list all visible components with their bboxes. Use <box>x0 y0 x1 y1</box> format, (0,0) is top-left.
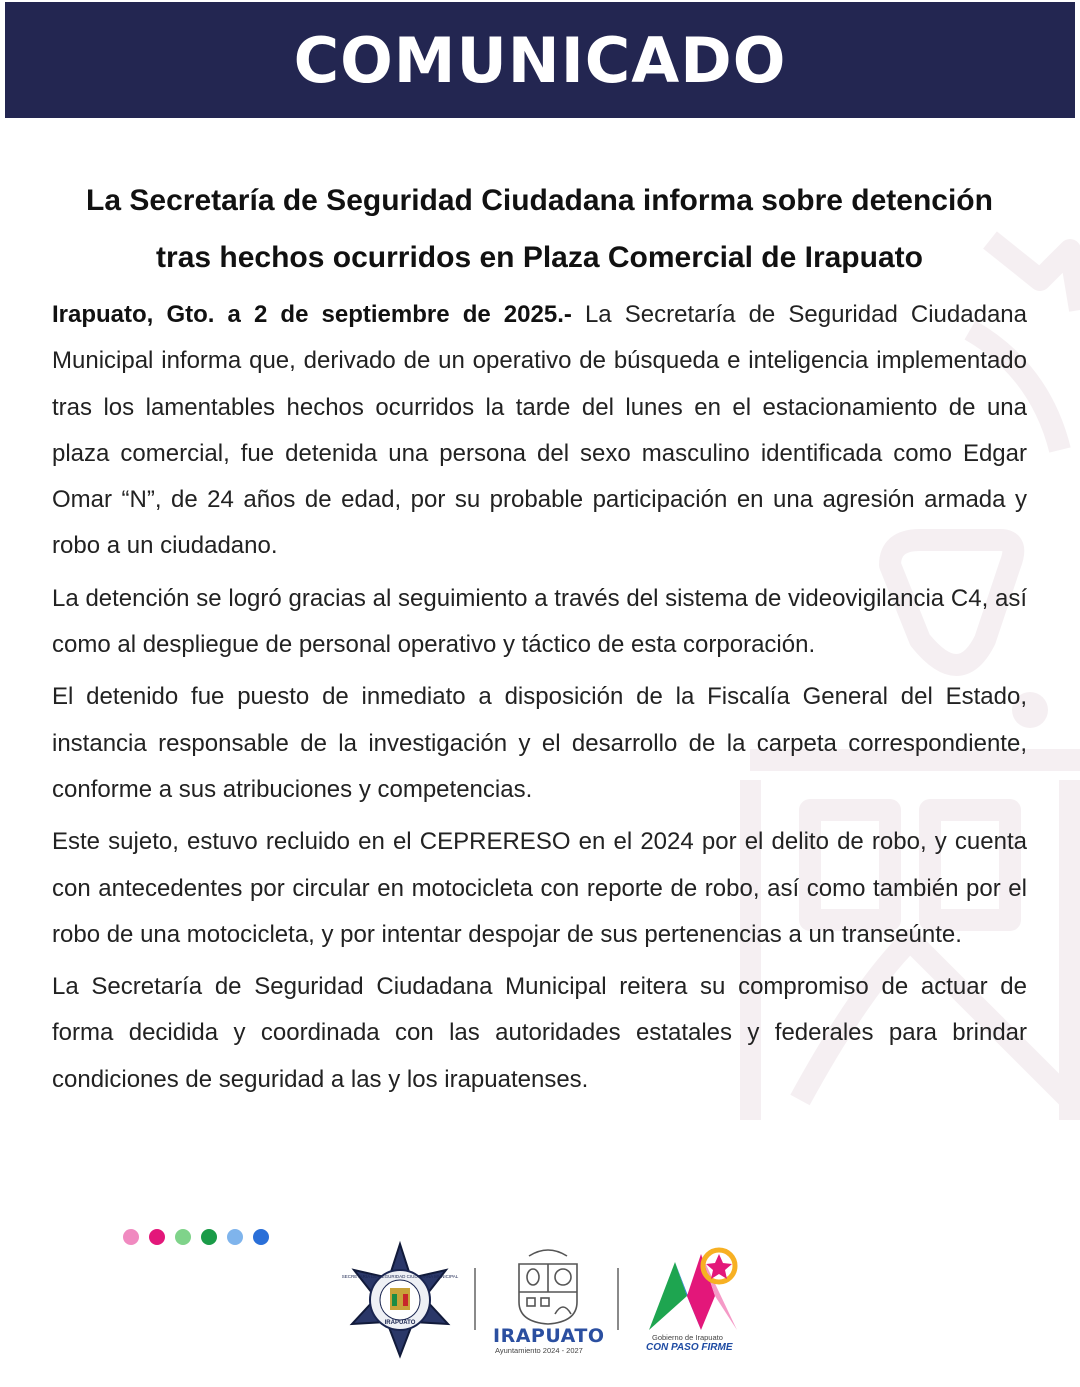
logo-divider <box>474 1268 476 1330</box>
paragraph-1-text: La Secretaría de Seguridad Ciudadana Municipal informa que, derivado de un operativo de búsqueda e inteligencia implementado tras los lamentables hechos ocurridos la tarde del lunes en el estacionamiento de una plaza comercial, fue detenida una persona del sexo masculino identificada como Edgar Omar “N”, de 24 años de edad, por su probable participación en una agresión armada y robo a un ciudadano. <box>52 301 1027 560</box>
footer-logos <box>340 1240 760 1365</box>
paragraph-2: La detención se logró gracias al seguimiento a través del sistema de videovigilancia C4, así como al despliegue de personal operativo y táctico de esta corporación. <box>52 584 1027 659</box>
paragraph-3: El detenido fue puesto de inmediato a disposición de la Fiscalía General del Estado, instancia responsable de la investigación y el desarrollo de la carpeta correspondiente, conforme a sus atribuciones y competencias. <box>52 683 1027 803</box>
paragraph-1 <box>52 292 1027 570</box>
logo-divider <box>617 1268 619 1330</box>
paragraph-5: La Secretaría de Seguridad Ciudadana Municipal reitera su compromiso de actuar de forma decidida y coordinada con las autoridades estatales y federales para brindar condiciones de seguridad a las y los irapuatenses. <box>52 973 1027 1093</box>
decor-dot <box>201 1229 217 1245</box>
header-banner <box>5 2 1075 118</box>
police-star-badge-icon <box>340 1240 460 1360</box>
header-title: COMUNICADO <box>293 23 787 97</box>
gobierno-line-2: CON PASO FIRME <box>646 1342 733 1353</box>
title-line-1: La Secretaría de Seguridad Ciudadana informa sobre detención <box>86 184 993 217</box>
gobierno-line-1: Gobierno de Irapuato <box>652 1333 723 1342</box>
irapuato-coat-of-arms-icon <box>515 1244 581 1326</box>
decor-dot <box>253 1229 269 1245</box>
badge-top-text: SECRETARÍA DE SEGURIDAD CIUDADANA MUNICIPAL <box>341 1274 459 1279</box>
irapuato-name: IRAPUATO <box>493 1325 605 1347</box>
paragraph-4: Este sujeto, estuvo recluido en el CEPRERESO en el 2024 por el delito de robo, y cuenta con antecedentes por circular en motocicleta con reporte de robo, así como también por el robo de una motocicleta, y por intentar despojar de sus pertenencias a un transeúnte. <box>52 828 1027 948</box>
badge-bottom-text: IRAPUATO <box>384 1320 416 1326</box>
dateline: Irapuato, Gto. a 2 de septiembre de 2025.- <box>52 301 572 328</box>
document-body <box>52 172 1027 1109</box>
title-line-2: tras hechos ocurridos en Plaza Comercial de Irapuato <box>156 241 923 274</box>
decor-dot <box>227 1229 243 1245</box>
decorative-dots <box>123 1229 269 1245</box>
con-paso-firme-logo-icon <box>645 1244 745 1332</box>
decor-dot <box>175 1229 191 1245</box>
document-title <box>52 172 1027 286</box>
ayuntamiento-subtitle: Ayuntamiento 2024 - 2027 <box>495 1346 583 1355</box>
decor-dot <box>149 1229 165 1245</box>
decor-dot <box>123 1229 139 1245</box>
